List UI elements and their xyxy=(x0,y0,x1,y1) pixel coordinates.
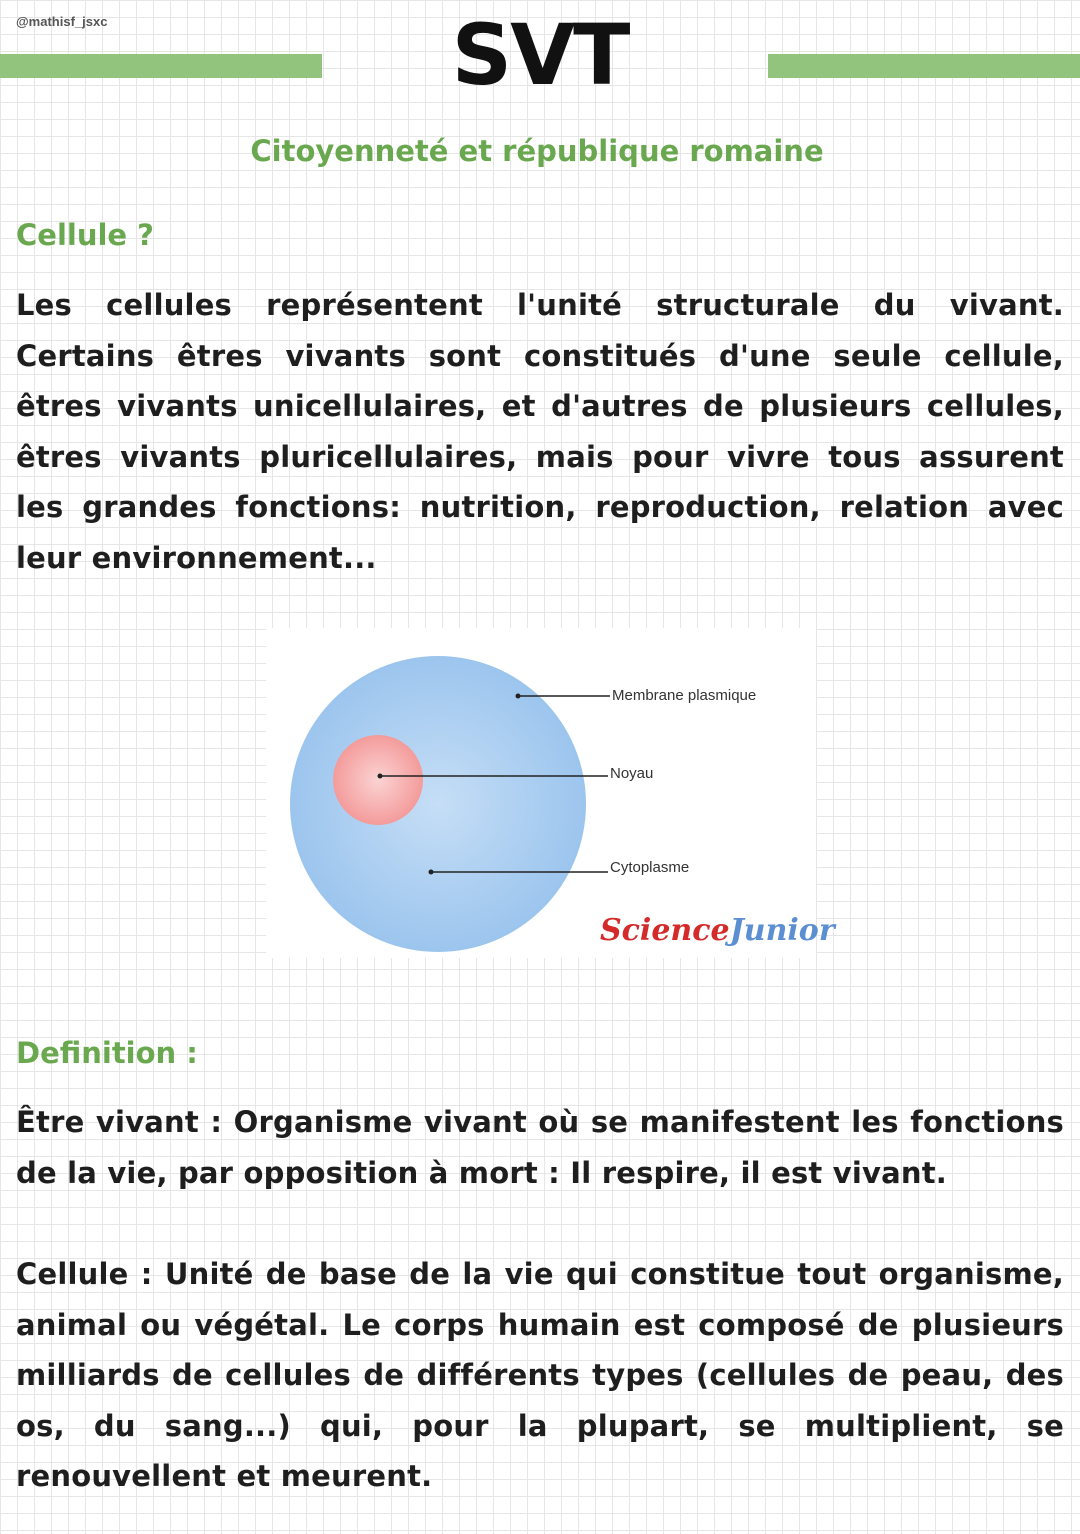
page-title: SVT xyxy=(451,6,629,104)
cellule-paragraph: Les cellules représentent l'unité structurale du vivant. Certains êtres vivants sont constitués d'une seule cellule, êtres vivants unicellulaires, et d'autres de plusieurs cellules, êtres vivants pluricellulaires, mais pour vivre tous assurent les grandes fonctions: nutrition, reproduction, relation avec leur environnement... xyxy=(16,288,1064,575)
noyau-pointer-dot xyxy=(378,774,383,779)
nucleus-circle xyxy=(333,735,423,825)
cell-diagram xyxy=(266,628,835,958)
definition-text: Organisme vivant où se manifestent les fonctions de la vie, par opposition à mort : Il respire, il est vivant. xyxy=(16,1105,1065,1190)
label-cytoplasme: Cytoplasme xyxy=(610,859,690,876)
page-subtitle: Citoyenneté et république romaine xyxy=(250,134,824,168)
definition-term: Cellule : xyxy=(16,1257,165,1291)
section-heading-cellule: Cellule ? xyxy=(16,218,155,252)
label-noyau: Noyau xyxy=(610,765,654,782)
definition-text: Unité de base de la vie qui constitue tout organisme, animal ou végétal. Le corps humain est composé de plusieurs milliards de cellules de différents types (cellules de peau, des os, du sang...) qui, pour la plupart, se multiplient, se renouvellent et meurent. xyxy=(16,1257,1064,1493)
sciencejunior-logo: ScienceJunior xyxy=(600,913,835,948)
section-heading-definition: Definition : xyxy=(16,1036,198,1070)
membrane-pointer-dot xyxy=(516,694,521,699)
cell-membrane-circle xyxy=(290,656,586,952)
definition-entry-etre-vivant xyxy=(16,1097,1064,1198)
label-membrane: Membrane plasmique xyxy=(612,687,757,704)
definition-entry-cellule xyxy=(16,1249,1064,1502)
author-handle: @mathisf_jsxc xyxy=(16,14,108,29)
cytoplasme-pointer-dot xyxy=(429,870,434,875)
definition-term: Être vivant : xyxy=(16,1105,234,1139)
